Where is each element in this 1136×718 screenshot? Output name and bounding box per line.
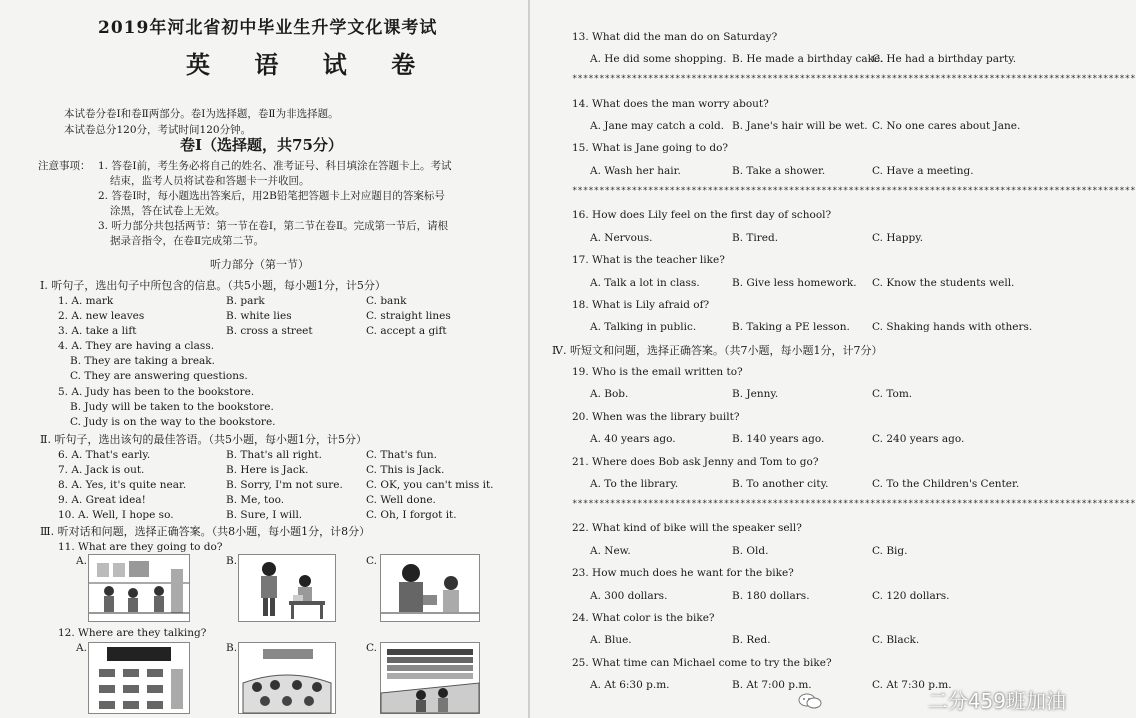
- q7-c: C. This is Jack.: [366, 464, 445, 476]
- q3-c: C. accept a gift: [366, 325, 447, 337]
- q11-picture-a: [88, 554, 190, 622]
- q19-c: C. Tom.: [872, 388, 913, 400]
- note-2a: 2. 答卷Ⅰ时，每小题选出答案后，用2B铅笔把答题卡上对应题目的答案标号: [98, 190, 445, 202]
- q14-question: 14. What does the man worry about?: [572, 98, 769, 110]
- q17-c: C. Know the students well.: [872, 277, 1015, 289]
- right-page: [532, 0, 1136, 718]
- notes-label: 注意事项：: [38, 160, 91, 172]
- q16-b: B. Tired.: [732, 232, 779, 244]
- q12-picture-b: [238, 642, 336, 714]
- q9-c: C. Well done.: [366, 494, 436, 506]
- note-3a: 3. 听力部分共包括两节：第一节在卷Ⅰ，第二节在卷Ⅱ。完成第一节后，请根: [98, 220, 449, 232]
- q11-label-a: A.: [76, 555, 87, 567]
- q20-b: B. 140 years ago.: [732, 433, 825, 445]
- q24-question: 24. What color is the bike?: [572, 612, 715, 624]
- q24-c: C. Black.: [872, 634, 920, 646]
- q5-a: 5. A. Judy has been to the bookstore.: [58, 386, 255, 398]
- left-page: [0, 0, 528, 718]
- part1-heading: Ⅰ. 听句子，选出句子中所包含的信息。（共5小题，每小题1分，计5分）: [40, 279, 386, 292]
- q22-c: C. Big.: [872, 545, 908, 557]
- q12-question: 12. Where are they talking?: [58, 627, 207, 639]
- q12-label-c: C.: [366, 642, 377, 654]
- q22-b: B. Old.: [732, 545, 769, 557]
- note-3b: 据录音指令，在卷Ⅱ完成第二节。: [110, 235, 265, 247]
- q15-c: C. Have a meeting.: [872, 165, 974, 177]
- part2-heading: Ⅱ. 听句子，选出该句的最佳答语。（共5小题，每小题1分，计5分）: [40, 433, 367, 446]
- q22-question: 22. What kind of bike will the speaker sell?: [572, 522, 802, 534]
- q1-a: 1. A. mark: [58, 295, 114, 307]
- q23-b: B. 180 dollars.: [732, 590, 810, 602]
- q13-question: 13. What did the man do on Saturday?: [572, 31, 778, 43]
- q10-a: 10. A. Well, I hope so.: [58, 509, 174, 521]
- part4-heading: Ⅳ. 听短文和问题，选择正确答案。（共7小题，每小题1分，计7分）: [552, 344, 883, 357]
- q18-question: 18. What is Lily afraid of?: [572, 299, 710, 311]
- q6-c: C. That's fun.: [366, 449, 437, 461]
- q19-b: B. Jenny.: [732, 388, 779, 400]
- q15-a: A. Wash her hair.: [590, 165, 681, 177]
- q25-c: C. At 7:30 p.m.: [872, 679, 952, 691]
- q20-question: 20. When was the library built?: [572, 411, 740, 423]
- q1-c: C. bank: [366, 295, 407, 307]
- q12-label-a: A.: [76, 642, 87, 654]
- q12-label-b: B.: [226, 642, 238, 654]
- q8-b: B. Sorry, I'm not sure.: [226, 479, 343, 491]
- q7-a: 7. A. Jack is out.: [58, 464, 145, 476]
- q6-b: B. That's all right.: [226, 449, 322, 461]
- q25-question: 25. What time can Michael come to try the bike?: [572, 657, 832, 669]
- q20-c: C. 240 years ago.: [872, 433, 965, 445]
- q21-a: A. To the library.: [590, 478, 679, 490]
- paper1-title: 卷Ⅰ（选择题，共75分）: [180, 136, 343, 154]
- subject-title: 英 语 试 卷: [186, 50, 434, 79]
- q6-a: 6. A. That's early.: [58, 449, 151, 461]
- q11-label-b: B.: [226, 555, 238, 567]
- q25-b: B. At 7:00 p.m.: [732, 679, 812, 691]
- intro-line-2: 本试卷总分120分，考试时间120分钟。: [64, 124, 252, 136]
- q2-b: B. white lies: [226, 310, 292, 322]
- note-1b: 结束，监考人员将试卷和答题卡一并收回。: [110, 175, 310, 187]
- q3-a: 3. A. take a lift: [58, 325, 137, 337]
- q4-c: C. They are answering questions.: [70, 370, 248, 382]
- separator-1: ********************************************************************************************************: [572, 74, 1136, 84]
- q22-a: A. New.: [590, 545, 631, 557]
- page-divider: [528, 0, 530, 718]
- q11-label-c: C.: [366, 555, 377, 567]
- q23-c: C. 120 dollars.: [872, 590, 950, 602]
- q16-question: 16. How does Lily feel on the first day of school?: [572, 209, 832, 221]
- exam-title: 2019年河北省初中毕业生升学文化课考试: [98, 18, 438, 38]
- intro-line-1: 本试卷分卷Ⅰ和卷Ⅱ两部分。卷Ⅰ为选择题，卷Ⅱ为非选择题。: [64, 108, 339, 120]
- q21-question: 21. Where does Bob ask Jenny and Tom to go?: [572, 456, 819, 468]
- watermark: 二分459班加油: [927, 689, 1066, 713]
- wechat-icon: [798, 692, 822, 710]
- q20-a: A. 40 years ago.: [590, 433, 676, 445]
- q4-b: B. They are taking a break.: [70, 355, 216, 367]
- q2-a: 2. A. new leaves: [58, 310, 145, 322]
- q18-c: C. Shaking hands with others.: [872, 321, 1033, 333]
- q15-b: B. Take a shower.: [732, 165, 826, 177]
- q24-a: A. Blue.: [590, 634, 632, 646]
- q19-a: A. Bob.: [590, 388, 629, 400]
- q23-question: 23. How much does he want for the bike?: [572, 567, 794, 579]
- q5-c: C. Judy is on the way to the bookstore.: [70, 416, 276, 428]
- q9-b: B. Me, too.: [226, 494, 285, 506]
- q24-b: B. Red.: [732, 634, 771, 646]
- q11-picture-b: [238, 554, 336, 622]
- q8-a: 8. A. Yes, it's quite near.: [58, 479, 187, 491]
- q4-a: 4. A. They are having a class.: [58, 340, 215, 352]
- q18-b: B. Taking a PE lesson.: [732, 321, 850, 333]
- q21-b: B. To another city.: [732, 478, 829, 490]
- q17-a: A. Talk a lot in class.: [590, 277, 700, 289]
- note-1a: 1. 答卷Ⅰ前，考生务必将自己的姓名、准考证号、科目填涂在答题卡上。考试: [98, 160, 452, 172]
- q10-c: C. Oh, I forgot it.: [366, 509, 457, 521]
- q13-b: B. He made a birthday cake.: [732, 53, 884, 65]
- separator-2: ********************************************************************************************************: [572, 186, 1136, 196]
- q16-c: C. Happy.: [872, 232, 924, 244]
- q19-question: 19. Who is the email written to?: [572, 366, 743, 378]
- q2-c: C. straight lines: [366, 310, 451, 322]
- q13-a: A. He did some shopping.: [590, 53, 727, 65]
- part3-heading: Ⅲ. 听对话和问题，选择正确答案。（共8小题，每小题1分，计8分）: [40, 525, 371, 538]
- separator-3: ********************************************************************************************************: [572, 499, 1136, 509]
- q1-b: B. park: [226, 295, 265, 307]
- q18-a: A. Talking in public.: [590, 321, 697, 333]
- q14-c: C. No one cares about Jane.: [872, 120, 1021, 132]
- q7-b: B. Here is Jack.: [226, 464, 309, 476]
- q17-question: 17. What is the teacher like?: [572, 254, 725, 266]
- q15-question: 15. What is Jane going to do?: [572, 142, 729, 154]
- q14-a: A. Jane may catch a cold.: [590, 120, 725, 132]
- q14-b: B. Jane's hair will be wet.: [732, 120, 868, 132]
- q23-a: A. 300 dollars.: [590, 590, 668, 602]
- q21-c: C. To the Children's Center.: [872, 478, 1020, 490]
- q12-picture-a: [88, 642, 190, 714]
- listening-title: 听力部分（第一节）: [210, 258, 309, 271]
- q25-a: A. At 6:30 p.m.: [590, 679, 670, 691]
- q11-question: 11. What are they going to do?: [58, 541, 223, 553]
- q12-picture-c: [380, 642, 480, 714]
- q10-b: B. Sure, I will.: [226, 509, 303, 521]
- note-2b: 涂黑，答在试卷上无效。: [110, 205, 226, 217]
- q5-b: B. Judy will be taken to the bookstore.: [70, 401, 274, 413]
- q8-c: C. OK, you can't miss it.: [366, 479, 494, 491]
- q3-b: B. cross a street: [226, 325, 313, 337]
- q9-a: 9. A. Great idea!: [58, 494, 146, 506]
- q13-c: C. He had a birthday party.: [872, 53, 1017, 65]
- q17-b: B. Give less homework.: [732, 277, 857, 289]
- q11-picture-c: [380, 554, 480, 622]
- q16-a: A. Nervous.: [590, 232, 653, 244]
